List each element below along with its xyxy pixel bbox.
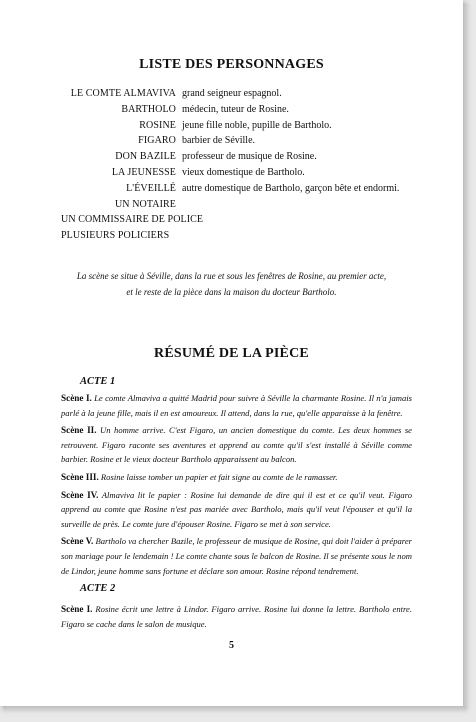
page-shadow (6, 706, 466, 714)
scene-label: Scène II. (61, 425, 97, 436)
character-name: BARTHOLO (121, 103, 176, 115)
scene-label: Scène I. (61, 604, 93, 614)
cast-row (0, 167, 463, 183)
cast-row (0, 104, 463, 120)
cast-row (0, 88, 463, 104)
setting-line: et le reste de la pièce dans la maison du docteur Bartholo. (126, 287, 337, 297)
act-title: ACTE 1 (80, 376, 116, 387)
character-name: LE COMTE ALMAVIVA (70, 88, 176, 99)
cast-row (0, 230, 463, 246)
summary-heading: RÉSUMÉ DE LA PIÈCE (154, 346, 309, 361)
act-title: ACTE 2 (80, 583, 116, 594)
cast-row (0, 135, 463, 151)
character-name: LA JEUNESSE (111, 166, 176, 178)
scene-label: Scène IV. (61, 489, 99, 500)
scene-paragraph (61, 602, 412, 631)
page-number: 5 (229, 640, 234, 651)
character-role: vieux domestique de Bartholo. (182, 166, 305, 178)
scene-label: Scène V. (61, 536, 94, 547)
setting-note (0, 268, 463, 300)
character-name: PLUSIEURS POLICIERS (61, 230, 170, 242)
scene-paragraph (61, 470, 412, 485)
scene-text: Le comte Almaviva a quitté Madrid pour suivre à Séville la charmante Rosine. Il n'a jamais parlé à la jeune fille, mais il en est amoureux. Il attend, dans la rue, qu'elle apparaisse à la fenêtre. (61, 393, 412, 418)
character-name: DON BAZILE (115, 151, 176, 163)
scene-text: Rosine écrit une lettre à Lindor. Figaro arrive. Rosine lui donne la lettre. Bartholo entre. Figaro se cache dans le salon de musique. (61, 604, 412, 629)
cast-list (0, 88, 463, 246)
character-role: grand seigneur espagnol. (182, 88, 282, 99)
cast-row (0, 120, 463, 136)
scene-paragraph (61, 534, 412, 578)
cast-list-heading: LISTE DES PERSONNAGES (139, 57, 324, 72)
scene-paragraph (61, 488, 412, 532)
character-name: FIGARO (138, 135, 176, 147)
act-scenes (61, 602, 412, 634)
cast-row (0, 199, 463, 215)
character-name: L'ÉVEILLÉ (126, 182, 176, 194)
scene-paragraph (61, 423, 412, 467)
character-role: jeune fille noble, pupille de Bartholo. (182, 119, 332, 131)
page-shadow (463, 6, 471, 709)
character-role: autre domestique de Bartholo, garçon bête et endormi. (182, 182, 400, 194)
character-name: ROSINE (139, 119, 176, 131)
cast-row (0, 214, 463, 230)
character-name: UN COMMISSAIRE DE POLICE (61, 214, 204, 226)
character-role: professeur de musique de Rosine. (182, 151, 317, 163)
act-scenes (61, 391, 412, 581)
scene-text: Rosine laisse tomber un papier et fait signe au comte de le ramasser. (98, 471, 338, 482)
scene-label: Scène III. (61, 471, 99, 482)
scene-text: Bartholo va chercher Bazile, le professeur de musique de Rosine, qui doit l'aider à préparer son mariage pour le lendemain ! Le comte chante sous le balcon de Rosine. Il se présente sous le nom de Lindor, jeune homme sans fortune et déclare son amour. Rosine répond tendrement. (61, 536, 412, 576)
scene-paragraph (61, 391, 412, 420)
scene-text: Almaviva lit le papier : Rosine lui demande de dire qui il est et ce qu'il veut. Figaro apprend au comte que Rosine n'est pas mariée avec Bartholo, mais qu'il veut l'épouser et qu'il la surveille de près. Le comte jure d'épouser Rosine. Figaro se met à son service. (61, 489, 412, 529)
cast-row (0, 183, 463, 199)
setting-line: La scène se situe à Séville, dans la rue et sous les fenêtres de Rosine, au premier acte, (76, 271, 387, 281)
character-role: barbier de Séville. (182, 135, 256, 147)
scene-text: Un homme arrive. C'est Figaro, un ancien domestique du comte. Les deux hommes se retrouvent. Figaro raconte ses aventures et apprend au comte qu'il s'est installé à Séville comme barbier. Rosine et le vieux docteur Bartholo apparaissent au balcon. (61, 425, 412, 465)
character-name: UN NOTAIRE (114, 198, 176, 210)
cast-row (0, 151, 463, 167)
scene-label: Scène I. (61, 393, 92, 403)
character-role: médecin, tuteur de Rosine. (182, 103, 289, 115)
